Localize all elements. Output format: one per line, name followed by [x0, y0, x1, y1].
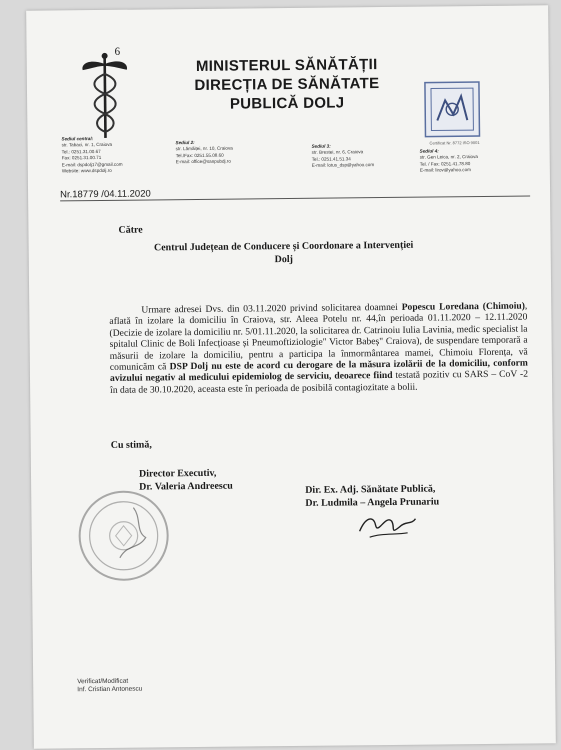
recipient-line-2: Dolj	[274, 253, 293, 266]
office-3: Sediul 3: str. Brestei, nr. 6, Craiova Tel.: 0251.41.51.34 E-mail: lotus_dsp@yahoo.com	[311, 143, 375, 168]
signatory-left-name: Dr. Valeria Andreescu	[139, 480, 233, 493]
office-4: Sediul 4: str. Gen Leica, nr. 2, Craiova Tel. / Fax: 0251.41.78.80 E-mail: lirov@yahoo.com	[419, 148, 478, 173]
verified-by	[77, 678, 142, 695]
signatory-left-role: Director Executiv,	[138, 467, 217, 480]
handwritten-signature-icon	[355, 507, 419, 544]
certification-logo-icon	[423, 80, 482, 139]
ministry-line-2: DIRECȚIA DE SĂNĂTATE	[194, 75, 380, 94]
closing-salutation: Cu stimă,	[110, 439, 152, 451]
recipient-line-1: Centrul Județean de Conducere și Coordonare a Intervenției	[153, 239, 414, 254]
ministry-line-1: MINISTERUL SĂNĂTĂȚII	[195, 56, 378, 75]
ministry-line-3: PUBLICĂ DOLJ	[229, 94, 345, 113]
official-stamp-icon	[75, 487, 172, 584]
logo-caption: Certificat Nr. 8772 ISO 9001	[429, 140, 480, 146]
ministry-heading	[157, 55, 418, 115]
patient-name: Popescu Loredana (Chimoiu)	[401, 300, 525, 313]
letter-body	[109, 301, 528, 397]
letter-page	[26, 5, 556, 748]
document-number: Nr.18779 /04.11.2020	[60, 188, 151, 201]
signatory-right-name: Dr. Ludmila – Angela Prunariu	[305, 496, 440, 509]
body-details: , aflată în izolare la domiciliu în Craiova, str. Aleea Potelu nr. 44,în perioada 01.11.2020 – 12.11.2020 (Decizie de izolare la domiciliu nr. 5/01.11.2020, la solicitarea dr. Catrinoiu Iulia Lavinia, medic specialist la spitalul Clinic de Boli Infecțioase și Pneumoftiziologie" Victor Babeș" Craiova), de suspendare temporară a măsurii de izolare la domiciliu, pentru a participa la înmormântarea mamei, Chimoiu Florența, vă comunicăm că	[109, 300, 528, 373]
addressee-label: Către	[118, 224, 143, 236]
recipient-block	[134, 238, 434, 267]
decision-statement: DSP Dolj nu este de acord cu derogare de la măsura izolării de la domiciliu, conform avizului negativ al medicului epidemiolog de serviciu, deoarece fiind	[109, 357, 528, 385]
verified-line-2: Inf. Cristian Antonescu	[77, 685, 143, 694]
page-number: 6	[114, 45, 121, 58]
body-conclusion: testată pozitiv cu SARS – CoV -2 în data de 30.10.2020, aceasta este în perioada de posibilă contagiozitate a bolii.	[110, 368, 529, 396]
caduceus-logo-icon	[79, 50, 132, 141]
body-intro: Urmare adresei Dvs. din 03.11.2020 privind solicitarea doamnei	[141, 301, 402, 316]
office-central: Sediul central: str. Tabaci, nr. 1, Craiova Tel.: 0251.31.00.67 Fax: 0251.31.00.71 E-mail: dspdolj17@gmail.com Website: www.dspdolj.ro	[61, 136, 123, 174]
verified-line-1: Verificat/Modificat	[77, 677, 129, 686]
signatory-right-role: Dir. Ex. Adj. Sănătate Publică,	[305, 483, 436, 496]
office-2: Sediul 2: str. Lămâiței, nr. 10, Craiova Tel./Fax: 0251.55.08.60 E-mail: office@sanpubdj.ro	[175, 139, 233, 165]
